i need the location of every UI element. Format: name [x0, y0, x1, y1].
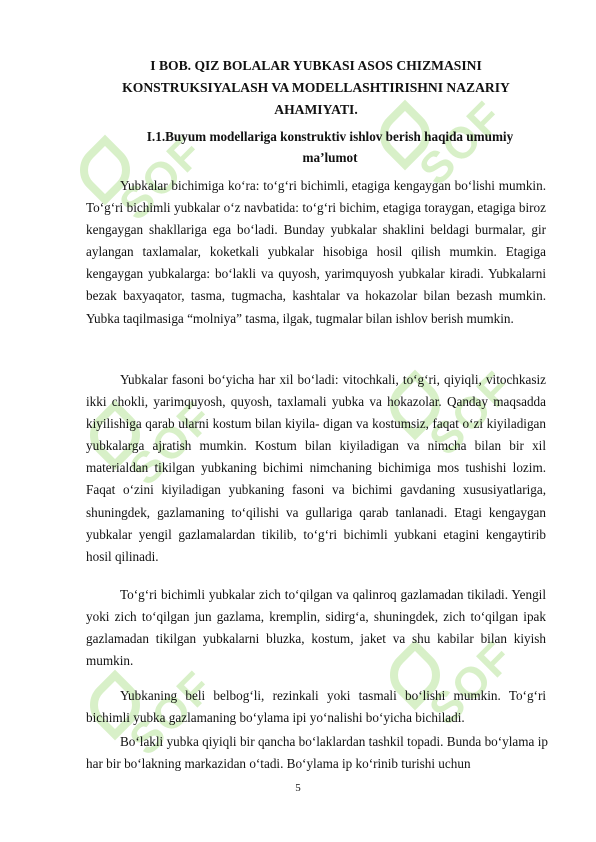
paragraph-2: Yubkalar fasoni bo‘yicha har xil bo‘ladi: vitochkali, to‘g‘ri, qiyiqli, vitochkasiz ikki chokli, yarimquyosh, quyosh, taxlamali yubka va hokazolar. Qanday maqsadda kiyilishiga qarab ularni kostum bilan kiyila- digan va kostumsiz, faqat o‘zi kiyiladigan yubkalarga ajratish mumkin. Kostum bilan kiyiladigan va nimcha bilan bir xil materialdan tikilgan yubkaning bichimi nimchaning bichimiga mos tushishi lozim. Faqat o‘zini kiyiladigan yubkaning fasoni va bichimi gavdaning xususiyatlariga, shuningdek, gazlamaning to‘qilishi va gullariga qarab tanlanadi. Etagi kengaygan yubkalar yengil gazlamalardan tikilib, to‘g‘ri bichimli yubkani etagini kengaytirib hosil qilinadi.	[86, 372, 546, 564]
watermark-text: SOF	[120, 391, 223, 495]
chapter-title	[86, 55, 546, 121]
chapter-title-line-3: AHAMIYATI.	[274, 102, 358, 117]
watermark-text: SOF	[420, 361, 523, 465]
watermark-text: SOF	[420, 631, 523, 735]
paragraph-5: Bo‘lakli yubka qiyiqli bir qancha bo‘laklardan tashkil topadi. Bunda bo‘ylama ip har bir bo‘lakning markazidan o‘tadi. Bo‘ylama ip ko‘rinib turishi uchun	[86, 734, 548, 772]
chapter-title-line-2: KONSTRUKSIYALASH VA MODELLASHTIRISHNI NAZARIY	[122, 80, 510, 95]
paragraph-3: To‘g‘ri bichimli yubkalar zich to‘qilgan va qalinroq gazlamadan tikiladi. Yengil yoki zich to‘qilgan jun gazlama, kremplin, sidirg‘a, shuningdek, zich to‘qilgan ipak gazlamadan tikilgan yubkalarni bluzka, kostum, jaket va shu kabilar bilan kiyish mumkin.	[86, 587, 546, 669]
section-title: I.1.Buyum modellariga konstruktiv ishlov berish haqida umumiy ma’lumot	[146, 129, 514, 165]
page-number: 5	[295, 782, 301, 794]
watermark-text: SOF	[120, 661, 223, 765]
paragraph-4: Yubkaning beli belbog‘li, rezinkali yoki tasmali bo‘lishi mumkin. To‘g‘ri bichimli yubka gazlamaning bo‘ylama ipi yo‘nalishi bo‘yicha bichiladi.	[86, 688, 546, 726]
chapter-title-line-1: I BOB. QIZ BOLALAR YUBKASI ASOS CHIZMASINI	[150, 58, 482, 73]
watermark-text: SOF	[410, 91, 513, 195]
watermark-text: SOF	[110, 126, 213, 230]
paragraph-1: Yubkalar bichimiga ko‘ra: to‘g‘ri bichimli, etagiga kengaygan bo‘lishi mumkin. To‘g‘ri bichimli yubkalar o‘z navbatida: to‘g‘ri bichim, etagiga toraygan, etagiga biroz kengaygan shakllariga ega bo‘ladi. Bunday yubkalar shaklini beldagi burmalar, gir aylangan taxlamalar, koketkali yubkalar hisobiga hosil qilish mumkin. Etagiga kengaygan yubkalarga: bo‘lakli va quyosh, yarimquyosh yubkalar kiradi. Yubkalarni bezak baxyaqator, tasma, tugmacha, kashtalar va hokazolar bilan bezash mumkin. Yubka taqilmasiga “molniya” tasma, ilgak, tugmalar bilan ishlov berish mumkin.	[86, 178, 546, 326]
